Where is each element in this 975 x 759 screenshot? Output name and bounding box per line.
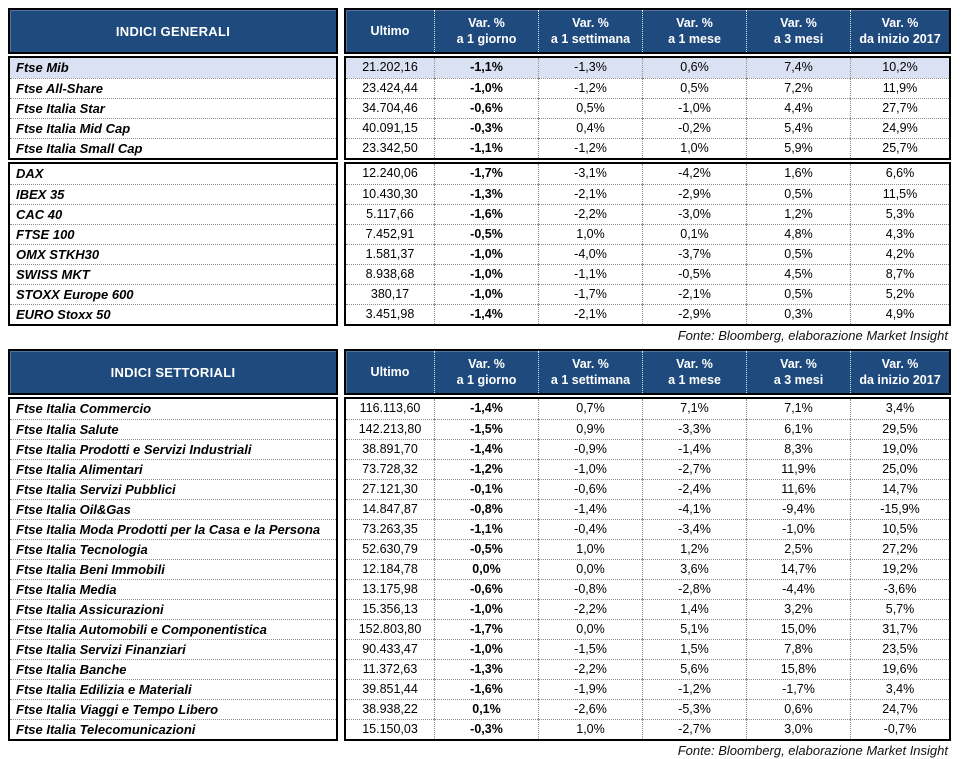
cell-value: -3,1% <box>538 164 642 184</box>
cell-value: 8.938,68 <box>346 264 434 284</box>
row-label: DAX <box>16 166 44 181</box>
cell-value: 29,5% <box>850 419 949 439</box>
column-header-line1: Ultimo <box>370 364 410 379</box>
cell-value: 0,5% <box>746 184 850 204</box>
cell-value: -4,2% <box>642 164 746 184</box>
cell-value: 0,1% <box>434 699 538 719</box>
cell-value: 142.213,80 <box>346 419 434 439</box>
cell-value: -1,0% <box>434 284 538 304</box>
cell-value: -2,2% <box>538 204 642 224</box>
cell-value: -0,5% <box>434 224 538 244</box>
cell-value: 0,6% <box>642 58 746 78</box>
cell-value: -1,0% <box>434 639 538 659</box>
cell-value: -1,0% <box>434 264 538 284</box>
cell-value: 11,9% <box>746 459 850 479</box>
cell-value: 15.150,03 <box>346 719 434 739</box>
row-label: Ftse Italia Assicurazioni <box>10 599 336 619</box>
cell-value: 11,9% <box>850 78 949 98</box>
row-label: FTSE 100 <box>10 224 336 244</box>
cell-value: -0,5% <box>434 539 538 559</box>
cell-value: -15,9% <box>850 499 949 519</box>
cell-value: 24,7% <box>850 699 949 719</box>
cell-value: 21.202,16 <box>346 58 434 78</box>
cell-value: 14,7% <box>850 479 949 499</box>
cell-value: 5,3% <box>850 204 949 224</box>
cell-value: 1.581,37 <box>346 244 434 264</box>
cell-value: -3,6% <box>850 579 949 599</box>
cell-value: -4,1% <box>642 499 746 519</box>
row-label: IBEX 35 <box>10 184 336 204</box>
cell-value: -1,4% <box>434 304 538 324</box>
cell-value: 2,5% <box>746 539 850 559</box>
row-label: STOXX Europe 600 <box>10 284 336 304</box>
cell-value: 3,6% <box>642 559 746 579</box>
cell-value: -2,4% <box>642 479 746 499</box>
cell-value: -1,0% <box>434 599 538 619</box>
cell-value: 0,1% <box>642 224 746 244</box>
cell-value: -0,7% <box>850 719 949 739</box>
cell-value: 4,9% <box>850 304 949 324</box>
cell-value: 7,8% <box>746 639 850 659</box>
cell-value: -2,2% <box>538 659 642 679</box>
cell-value: 10,2% <box>850 58 949 78</box>
row-label: Ftse Italia Tecnologia <box>10 539 336 559</box>
cell-value: -1,5% <box>538 639 642 659</box>
cell-value: 0,3% <box>746 304 850 324</box>
column-header-1 <box>434 10 538 52</box>
column-header-line1: Var. % <box>881 15 919 30</box>
cell-value: -2,9% <box>642 184 746 204</box>
cell-value: 27,2% <box>850 539 949 559</box>
column-header-2 <box>538 10 642 52</box>
column-header-line2: a 1 giorno <box>456 373 517 387</box>
column-header-line2: a 3 mesi <box>773 32 824 46</box>
row-label: Ftse Italia Viaggi e Tempo Libero <box>10 699 336 719</box>
row-label: Ftse Italia Beni Immobili <box>10 559 336 579</box>
row-group-0 <box>8 56 951 160</box>
cell-value: -4,0% <box>538 244 642 264</box>
cell-value: 39.851,44 <box>346 679 434 699</box>
column-header-line2: a 1 settimana <box>550 32 631 46</box>
cell-value: -4,4% <box>746 579 850 599</box>
cell-value: -1,4% <box>642 439 746 459</box>
cell-value: -1,0% <box>434 244 538 264</box>
cell-value: -1,1% <box>538 264 642 284</box>
row-labels-block <box>8 56 338 160</box>
column-header-line1: Var. % <box>881 356 919 371</box>
column-headers <box>344 349 951 395</box>
cell-value: 4,4% <box>746 98 850 118</box>
cell-value: -0,6% <box>434 98 538 118</box>
cell-value: -0,2% <box>642 118 746 138</box>
column-header-line1: Var. % <box>468 356 505 371</box>
table-title: INDICI SETTORIALI <box>8 349 338 395</box>
cell-value: 8,3% <box>746 439 850 459</box>
column-headers <box>344 8 951 54</box>
cell-value: 0,0% <box>434 559 538 579</box>
cell-value: 27.121,30 <box>346 479 434 499</box>
cell-value: 0,5% <box>746 284 850 304</box>
cell-value: 0,6% <box>746 699 850 719</box>
cell-value: -1,7% <box>746 679 850 699</box>
cell-value: 0,0% <box>538 619 642 639</box>
cell-value: 23.424,44 <box>346 78 434 98</box>
cell-value: 0,0% <box>538 559 642 579</box>
cell-value: 5.117,66 <box>346 204 434 224</box>
cell-value: 5,1% <box>642 619 746 639</box>
row-label: Ftse Italia Moda Prodotti per la Casa e la Persona <box>10 519 336 539</box>
cell-value: 23,5% <box>850 639 949 659</box>
cell-value: -1,0% <box>746 519 850 539</box>
column-header-3 <box>642 10 746 52</box>
cell-value: -1,2% <box>434 459 538 479</box>
row-label: EURO Stoxx 50 <box>10 304 336 324</box>
cell-value: -5,3% <box>642 699 746 719</box>
table-title: INDICI GENERALI <box>8 8 338 54</box>
row-label: Ftse Italia Banche <box>10 659 336 679</box>
cell-value: 5,2% <box>850 284 949 304</box>
column-header-line1: Var. % <box>572 15 609 30</box>
cell-value: 52.630,79 <box>346 539 434 559</box>
column-header-line1: Var. % <box>676 356 713 371</box>
cell-value: -1,1% <box>434 138 538 158</box>
cell-value: -1,7% <box>434 164 538 184</box>
row-label: Ftse Italia Media <box>10 579 336 599</box>
cell-value: 0,5% <box>746 244 850 264</box>
cell-value: 14,7% <box>746 559 850 579</box>
column-header-0 <box>346 10 434 52</box>
cell-value: -3,3% <box>642 419 746 439</box>
cell-value: 1,4% <box>642 599 746 619</box>
cell-value: -1,7% <box>434 619 538 639</box>
cell-value: 1,2% <box>746 204 850 224</box>
cell-value: 5,4% <box>746 118 850 138</box>
cell-value: 3,2% <box>746 599 850 619</box>
cell-value: 0,5% <box>642 78 746 98</box>
cell-value: 7,1% <box>642 399 746 419</box>
cell-value: 12.240,06 <box>362 166 418 180</box>
cell-value: 5,6% <box>642 659 746 679</box>
row-label: SWISS MKT <box>10 264 336 284</box>
table-header-band <box>8 349 951 395</box>
cell-value: 12.184,78 <box>346 559 434 579</box>
cell-value: 13.175,98 <box>346 579 434 599</box>
cell-value: 380,17 <box>346 284 434 304</box>
cell-value: -1,6% <box>434 679 538 699</box>
table-header-band <box>8 8 951 54</box>
cell-value: -1,2% <box>538 78 642 98</box>
cell-value: 7,2% <box>746 78 850 98</box>
cell-value: 1,0% <box>538 719 642 739</box>
row-values-block <box>344 56 951 160</box>
cell-value: 19,6% <box>850 659 949 679</box>
cell-value: 38.891,70 <box>346 439 434 459</box>
cell-value: -2,7% <box>642 719 746 739</box>
cell-value: -0,8% <box>434 499 538 519</box>
cell-value: 3,4% <box>850 399 949 419</box>
row-labels-block <box>8 162 338 326</box>
cell-value: 24,9% <box>850 118 949 138</box>
cell-value: 1,0% <box>538 539 642 559</box>
source-note: Fonte: Bloomberg, elaborazione Market Insight <box>677 743 948 758</box>
cell-value: -1,4% <box>538 499 642 519</box>
cell-value: 15.356,13 <box>346 599 434 619</box>
cell-value: -2,1% <box>538 184 642 204</box>
column-header-line1: Var. % <box>676 15 713 30</box>
cell-value: -2,1% <box>538 304 642 324</box>
row-label: Ftse All-Share <box>10 78 336 98</box>
row-group-0 <box>8 397 951 741</box>
cell-value: 7.452,91 <box>346 224 434 244</box>
row-label: Ftse Italia Mid Cap <box>10 118 336 138</box>
cell-value: -3,4% <box>642 519 746 539</box>
cell-value: -2,2% <box>538 599 642 619</box>
table-body <box>8 56 951 326</box>
cell-value: 4,8% <box>746 224 850 244</box>
column-header-2 <box>538 351 642 393</box>
cell-value: -1,6% <box>434 204 538 224</box>
row-values-block <box>344 162 951 326</box>
row-label: Ftse Italia Servizi Pubblici <box>10 479 336 499</box>
cell-value: 11,6% <box>746 479 850 499</box>
cell-value: 10,5% <box>850 519 949 539</box>
cell-value: 1,2% <box>642 539 746 559</box>
cell-value: -0,6% <box>434 579 538 599</box>
cell-value: 3.451,98 <box>346 304 434 324</box>
cell-value: 25,0% <box>850 459 949 479</box>
column-header-line1: Var. % <box>572 356 609 371</box>
table-body <box>8 397 951 741</box>
column-header-line2: a 1 mese <box>668 32 721 46</box>
column-header-line2: a 1 settimana <box>550 373 631 387</box>
cell-value: 5,9% <box>746 138 850 158</box>
column-header-0 <box>346 351 434 393</box>
source-note: Fonte: Bloomberg, elaborazione Market Insight <box>677 328 948 343</box>
cell-value: 6,1% <box>746 419 850 439</box>
row-label: CAC 40 <box>10 204 336 224</box>
column-header-line1: Var. % <box>780 15 817 30</box>
cell-value: 0,9% <box>538 419 642 439</box>
cell-value: 1,0% <box>642 138 746 158</box>
cell-value: -0,8% <box>538 579 642 599</box>
row-labels-block <box>8 397 338 741</box>
cell-value: -0,1% <box>434 479 538 499</box>
row-label: Ftse Italia Telecomunicazioni <box>10 719 336 739</box>
cell-value: 5,7% <box>850 599 949 619</box>
cell-value: -1,3% <box>538 58 642 78</box>
row-label: Ftse Italia Servizi Finanziari <box>10 639 336 659</box>
cell-value: 27,7% <box>850 98 949 118</box>
row-label: Ftse Italia Oil&Gas <box>10 499 336 519</box>
cell-value: 31,7% <box>850 619 949 639</box>
column-header-line2: da inizio 2017 <box>859 373 941 387</box>
cell-value: -1,4% <box>434 439 538 459</box>
row-label: Ftse Italia Edilizia e Materiali <box>10 679 336 699</box>
cell-value: -1,3% <box>434 659 538 679</box>
column-header-line2: a 1 giorno <box>456 32 517 46</box>
column-header-line1: Ultimo <box>370 23 410 38</box>
column-header-line2: da inizio 2017 <box>859 32 941 46</box>
cell-value: -1,2% <box>642 679 746 699</box>
cell-value: 73.728,32 <box>346 459 434 479</box>
cell-value: 19,2% <box>850 559 949 579</box>
row-label: Ftse Italia Automobili e Componentistica <box>10 619 336 639</box>
cell-value: -0,5% <box>642 264 746 284</box>
cell-value: 7,4% <box>746 58 850 78</box>
cell-value: 73.263,35 <box>346 519 434 539</box>
cell-value: 3,4% <box>850 679 949 699</box>
cell-value: -1,1% <box>434 519 538 539</box>
row-label: Ftse Italia Alimentari <box>10 459 336 479</box>
row-values-block <box>344 397 951 741</box>
column-header-line1: Var. % <box>780 356 817 371</box>
cell-value: -1,1% <box>434 58 538 78</box>
table-indici-generali <box>8 8 951 345</box>
cell-value: 0,4% <box>538 118 642 138</box>
cell-value: -0,4% <box>538 519 642 539</box>
cell-value: -1,0% <box>642 98 746 118</box>
column-header-line2: a 1 mese <box>668 373 721 387</box>
cell-value: 4,3% <box>850 224 949 244</box>
cell-value: 34.704,46 <box>346 98 434 118</box>
cell-value: -9,4% <box>746 499 850 519</box>
cell-value: 11,5% <box>850 184 949 204</box>
cell-value: 116.113,60 <box>359 401 421 415</box>
cell-value: 4,5% <box>746 264 850 284</box>
cell-value: -3,0% <box>642 204 746 224</box>
cell-value: 11.372,63 <box>346 659 434 679</box>
cell-value: -0,3% <box>434 118 538 138</box>
cell-value: 14.847,87 <box>346 499 434 519</box>
cell-value: -1,3% <box>434 184 538 204</box>
column-header-1 <box>434 351 538 393</box>
column-header-line1: Var. % <box>468 15 505 30</box>
column-header-5 <box>850 351 949 393</box>
cell-value: 1,0% <box>538 224 642 244</box>
row-group-1 <box>8 162 951 326</box>
cell-value: 3,0% <box>746 719 850 739</box>
cell-value: 15,0% <box>746 619 850 639</box>
cell-value: -1,0% <box>538 459 642 479</box>
column-header-line2: a 3 mesi <box>773 373 824 387</box>
cell-value: 1,5% <box>642 639 746 659</box>
cell-value: -0,3% <box>434 719 538 739</box>
cell-value: 4,2% <box>850 244 949 264</box>
cell-value: 40.091,15 <box>346 118 434 138</box>
cell-value: 23.342,50 <box>346 138 434 158</box>
row-label: Ftse Italia Prodotti e Servizi Industriali <box>10 439 336 459</box>
row-label: Ftse Italia Star <box>10 98 336 118</box>
cell-value: -1,9% <box>538 679 642 699</box>
cell-value: -1,0% <box>434 78 538 98</box>
row-label: Ftse Italia Salute <box>10 419 336 439</box>
column-header-5 <box>850 10 949 52</box>
cell-value: -2,8% <box>642 579 746 599</box>
cell-value: -0,6% <box>538 479 642 499</box>
cell-value: 152.803,80 <box>346 619 434 639</box>
cell-value: 90.433,47 <box>346 639 434 659</box>
row-label: Ftse Italia Small Cap <box>10 138 336 158</box>
cell-value: -2,1% <box>642 284 746 304</box>
cell-value: 38.938,22 <box>346 699 434 719</box>
cell-value: -2,7% <box>642 459 746 479</box>
row-label: Ftse Mib <box>10 58 336 78</box>
cell-value: -2,6% <box>538 699 642 719</box>
row-label: OMX STKH30 <box>10 244 336 264</box>
cell-value: 10.430,30 <box>346 184 434 204</box>
cell-value: 25,7% <box>850 138 949 158</box>
cell-value: -1,5% <box>434 419 538 439</box>
cell-value: -2,9% <box>642 304 746 324</box>
cell-value: 19,0% <box>850 439 949 459</box>
cell-value: -1,2% <box>538 138 642 158</box>
column-header-4 <box>746 10 850 52</box>
column-header-4 <box>746 351 850 393</box>
row-label: Ftse Italia Commercio <box>16 401 152 416</box>
column-header-3 <box>642 351 746 393</box>
cell-value: 8,7% <box>850 264 949 284</box>
cell-value: 7,1% <box>746 399 850 419</box>
table-indici-settoriali <box>8 349 951 759</box>
cell-value: 0,5% <box>538 98 642 118</box>
cell-value: -3,7% <box>642 244 746 264</box>
cell-value: 0,7% <box>538 399 642 419</box>
cell-value: -0,9% <box>538 439 642 459</box>
cell-value: -1,7% <box>538 284 642 304</box>
cell-value: 1,6% <box>746 164 850 184</box>
cell-value: 6,6% <box>850 164 949 184</box>
cell-value: 15,8% <box>746 659 850 679</box>
cell-value: -1,4% <box>434 399 538 419</box>
